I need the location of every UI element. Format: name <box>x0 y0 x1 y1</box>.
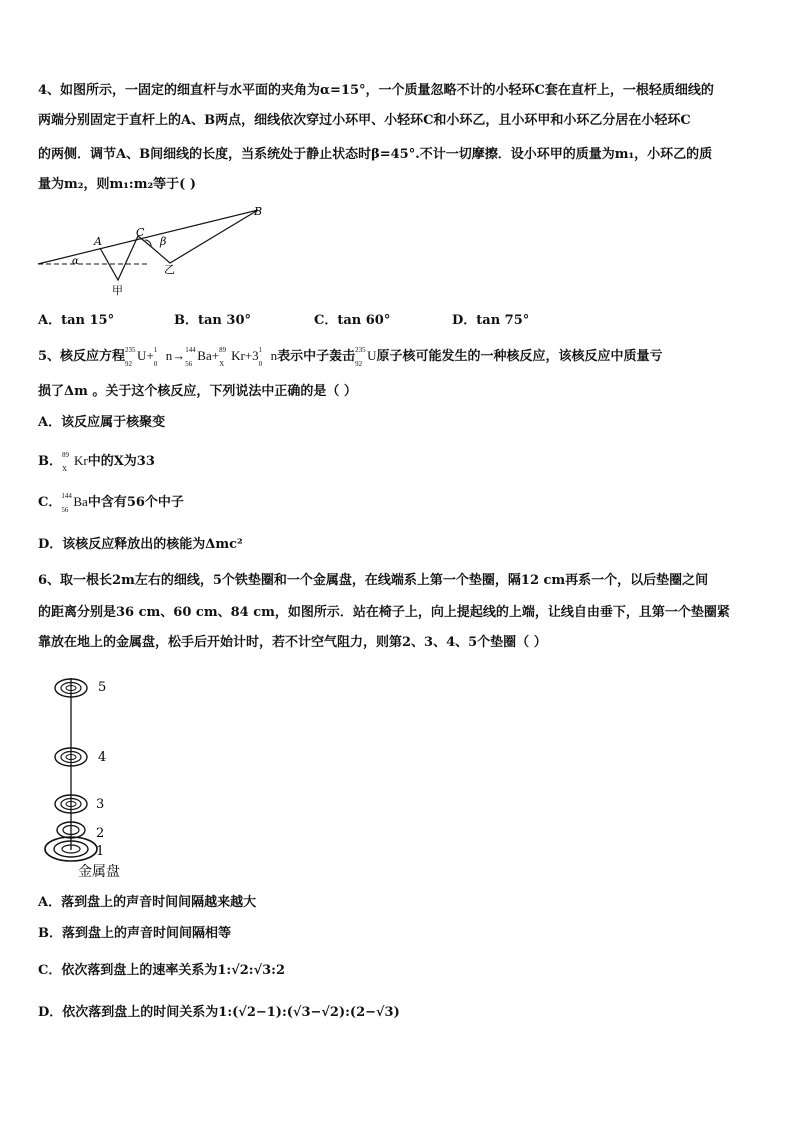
nuclide-neutron <box>153 346 173 368</box>
q6-option-d[interactable]: D．依次落到盘上的时间关系为1:(√2−1):(√3−√2):(2−√3) <box>38 1005 400 1020</box>
plus-sign: + <box>146 348 154 363</box>
plus-three: +3 <box>244 348 259 363</box>
atomic-number: 0 <box>153 360 158 368</box>
symbol: n <box>270 348 278 363</box>
q5-prefix: 5、核反应方程 <box>38 349 126 364</box>
mass-number: 1 <box>258 346 263 354</box>
mass-number: 235 <box>125 346 136 354</box>
label-3: 3 <box>96 797 105 812</box>
label-B: B <box>254 205 263 218</box>
mass-number: 235 <box>355 346 366 354</box>
option-text: 中的X为33 <box>87 454 155 469</box>
q5-option-a[interactable]: A．该反应属于核聚变 <box>38 415 166 430</box>
q6-stem-line-2: 的距离分别是36 cm、60 cm、84 cm，如图所示．站在椅子上，向上提起线的上端，让线自由垂下，且第一个垫圈紧 <box>38 605 730 620</box>
q5-middle-text: 表示中子轰击 <box>277 349 356 364</box>
atomic-number: 0 <box>258 360 263 368</box>
symbol: Kr <box>74 453 88 468</box>
q5-stem-line-2: 损了Δm 。关于这个核反应，下列说法中正确的是（ ） <box>38 384 357 399</box>
label-5: 5 <box>98 680 107 695</box>
q5-stem-line-1 <box>38 347 663 366</box>
mass-number: 1 <box>153 346 158 354</box>
q6-stem-line-3: 靠放在地上的金属盘，松手后开始计时，若不计空气阻力，则第2、3、4、5个垫圈（ ） <box>38 635 547 650</box>
symbol: U <box>137 348 147 363</box>
symbol: U <box>367 348 377 363</box>
q5-option-c[interactable] <box>38 493 184 512</box>
q5-option-b[interactable] <box>38 452 155 471</box>
label-A: A <box>94 235 102 248</box>
label-beta: β <box>160 235 167 248</box>
atomic-number: 92 <box>355 360 363 368</box>
q4-option-b[interactable]: B．tan 30° <box>174 313 251 328</box>
nuclide-neutron <box>258 346 278 368</box>
q4-figure <box>30 200 270 300</box>
label-jia: 甲 <box>112 284 123 297</box>
q6-figure <box>36 670 156 885</box>
q4-stem-line-1: 4、如图所示，一固定的细直杆与水平面的夹角为α=15°，一个质量忽略不计的小轻环C套在直杆上，一根轻质细线的 <box>38 83 714 98</box>
nuclide-kr89 <box>219 346 245 368</box>
string-path <box>100 210 258 280</box>
atomic-number: 92 <box>125 360 133 368</box>
label-plate: 金属盘 <box>78 864 120 880</box>
plus-sign: + <box>211 348 220 363</box>
nuclide-u235 <box>125 346 147 368</box>
nuclide-ba144 <box>185 346 212 368</box>
atomic-number: 56 <box>61 506 69 514</box>
atomic-number: 56 <box>185 360 193 368</box>
q6-option-b[interactable]: B．落到盘上的声音时间间隔相等 <box>38 926 231 941</box>
nuclide-ba144-option <box>61 492 88 514</box>
mass-number: 89 <box>219 346 227 354</box>
reaction-arrow: → <box>172 348 186 363</box>
label-alpha: α <box>72 256 79 267</box>
q4-option-d[interactable]: D．tan 75° <box>452 313 530 328</box>
label-1: 1 <box>96 844 105 859</box>
option-prefix: B． <box>38 454 62 469</box>
q6-option-c[interactable]: C．依次落到盘上的速率关系为1:√2:√3:2 <box>38 963 286 978</box>
option-text: 中含有56个中子 <box>87 495 184 510</box>
symbol: Kr <box>231 348 245 363</box>
symbol: n <box>165 348 173 363</box>
label-2: 2 <box>96 826 105 841</box>
q4-option-c[interactable]: C．tan 60° <box>314 313 391 328</box>
q4-stem-line-3: 的两侧．调节A、B间细线的长度，当系统处于静止状态时β=45°.不计一切摩擦．设小环甲的质量为m₁，小环乙的质 <box>38 147 713 162</box>
label-C: C <box>136 226 145 239</box>
q4-stem-line-4: 量为m₂，则m₁:m₂等于( ) <box>38 177 196 192</box>
q4-option-a[interactable]: A．tan 15° <box>38 313 115 328</box>
rod-line <box>38 210 258 264</box>
symbol: Ba <box>73 494 88 509</box>
symbol: Ba <box>197 348 212 363</box>
q5-suffix: 原子核可能发生的一种核反应，该核反应中质量亏 <box>376 349 663 364</box>
label-yi: 乙 <box>164 263 175 276</box>
q6-option-a[interactable]: A．落到盘上的声音时间间隔越来越大 <box>38 895 257 910</box>
mass-number: 144 <box>61 492 72 500</box>
option-prefix: C． <box>38 495 62 510</box>
nuclide-kr89-option <box>62 451 88 473</box>
atomic-number: X <box>62 465 68 473</box>
q6-stem-line-1: 6、取一根长2m左右的细线，5个铁垫圈和一个金属盘，在线端系上第一个垫圈，隔12 cm再系一个，以后垫圈之间 <box>38 573 709 588</box>
nuclide-u235-target <box>355 346 377 368</box>
q4-stem-line-2: 两端分别固定于直杆上的A、B两点，细线依次穿过小环甲、小轻环C和小环乙，且小环甲和小环乙分居在小轻环C <box>38 113 691 128</box>
atomic-number: X <box>219 360 225 368</box>
q5-option-d[interactable]: D．该核反应释放出的核能为Δmc² <box>38 537 243 552</box>
mass-number: 89 <box>62 451 69 459</box>
mass-number: 144 <box>185 346 196 354</box>
label-4: 4 <box>98 750 107 765</box>
